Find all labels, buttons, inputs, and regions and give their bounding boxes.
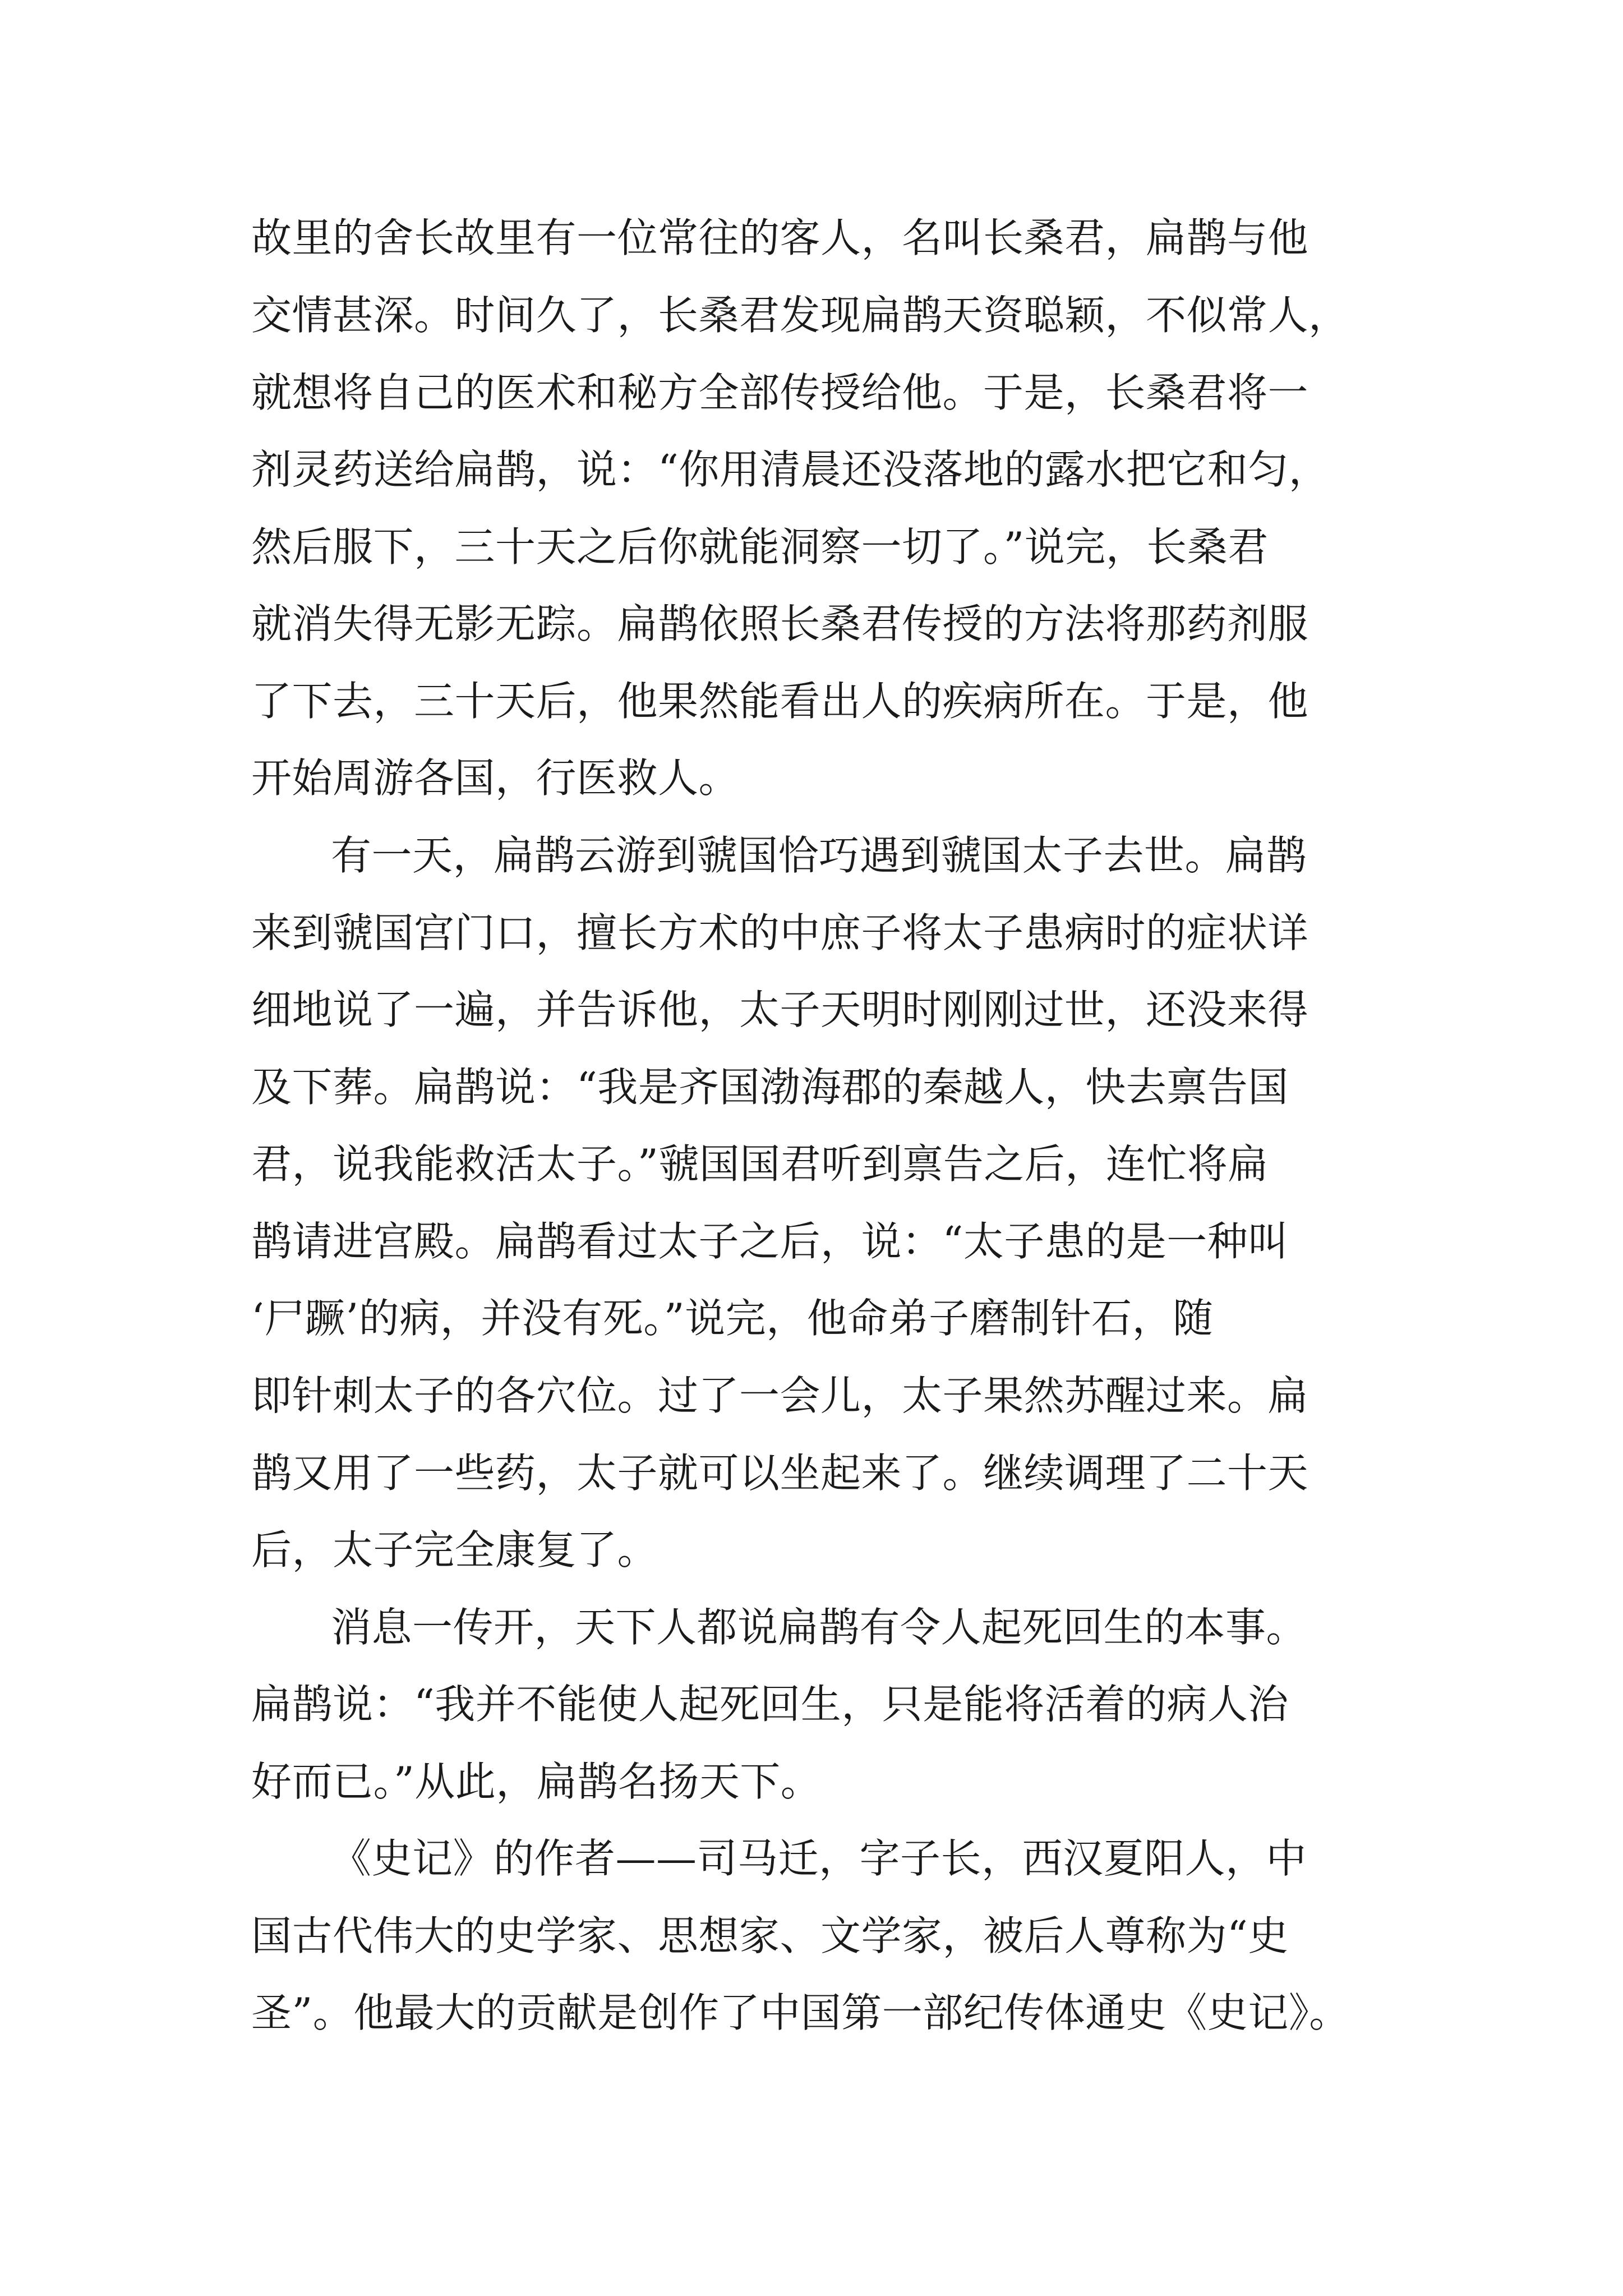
text-line: 交情甚深。时间久了，长桑君发现扁鹊天资聪颖，不似常人， <box>251 292 1349 339</box>
text-line: 剂灵药送给扁鹊，说：“你用清晨还没落地的露水把它和匀， <box>251 446 1330 493</box>
text-line: 即针刺太子的各穴位。过了一会儿，太子果然苏醒过来。扁 <box>251 1372 1309 1419</box>
text-line: 后，太子完全康复了。 <box>251 1526 658 1573</box>
text-line: 细地说了一遍，并告诉他，太子天明时刚刚过世，还没来得 <box>251 986 1309 1033</box>
text-line: 扁鹊说：“我并不能使人起死回生，只是能将活着的病人治 <box>251 1681 1289 1728</box>
text-line: 鹊又用了一些药，太子就可以坐起来了。继续调理了二十天 <box>251 1450 1309 1497</box>
text-line: 好而已。”从此，扁鹊名扬天下。 <box>251 1758 822 1805</box>
text-line: ‘尸蹶’的病，并没有死。”说完，他命弟子磨制针石，随 <box>251 1295 1214 1342</box>
text-line: 君，说我能救活太子。”虢国国君听到禀告之后，连忙将扁 <box>251 1140 1269 1188</box>
text-line: 来到虢国宫门口，擅长方术的中庶子将太子患病时的症状详 <box>251 909 1309 956</box>
text-line: 《史记》的作者——司马迁，字子长，西汉夏阳人，中 <box>331 1835 1307 1882</box>
text-line: 就消失得无影无踪。扁鹊依照长桑君传授的方法将那药剂服 <box>251 600 1309 647</box>
text-line: 了下去，三十天后，他果然能看出人的疾病所在。于是，他 <box>251 678 1309 725</box>
text-line: 开始周游各国，行医救人。 <box>251 754 740 802</box>
text-line: 然后服下，三十天之后你就能洞察一切了。”说完，长桑君 <box>251 523 1269 570</box>
text-line: 就想将自己的医术和秘方全部传授给他。于是，长桑君将一 <box>251 369 1309 416</box>
text-line: 消息一传开，天下人都说扁鹊有令人起死回生的本事。 <box>331 1604 1307 1651</box>
text-line: 国古代伟大的史学家、思想家、文学家，被后人尊称为“史 <box>251 1912 1289 1959</box>
text-line: 故里的舍长故里有一位常往的客人，名叫长桑君，扁鹊与他 <box>251 214 1309 261</box>
text-line: 圣”。他最大的贡献是创作了中国第一部纪传体通史《史记》。 <box>251 1989 1350 2036</box>
text-line: 及下葬。扁鹊说：“我是齐国渤海郡的秦越人，快去禀告国 <box>251 1064 1289 1111</box>
text-line: 鹊请进宫殿。扁鹊看过太子之后，说：“太子患的是一种叫 <box>251 1218 1289 1265</box>
text-line: 有一天，扁鹊云游到虢国恰巧遇到虢国太子去世。扁鹊 <box>331 832 1307 879</box>
